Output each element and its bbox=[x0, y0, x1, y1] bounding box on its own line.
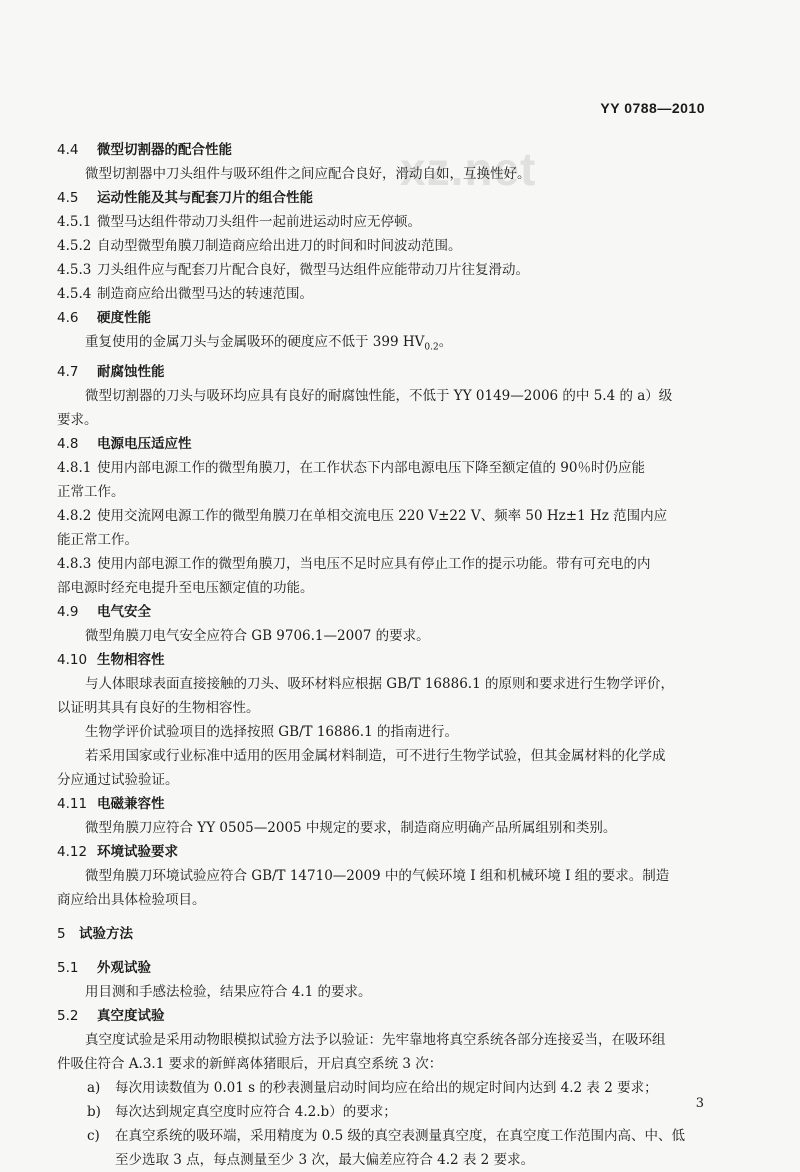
heading-4-12 bbox=[57, 840, 707, 864]
heading-5 bbox=[57, 922, 707, 946]
heading-4-9 bbox=[57, 600, 707, 624]
heading-5-2 bbox=[57, 1004, 707, 1028]
section-title: 试验方法 bbox=[79, 925, 133, 942]
section-title: 电磁兼容性 bbox=[97, 795, 165, 812]
section-title: 环境试验要求 bbox=[97, 843, 178, 860]
clause-continued: 部电源时经充电提升至电压额定值的功能。 bbox=[57, 579, 314, 596]
clause-4-5-1 bbox=[57, 210, 707, 234]
section-number: 4.11 bbox=[57, 795, 88, 812]
page-number: 3 bbox=[695, 1096, 704, 1111]
paragraph: 微型角膜刀电气安全应符合 GB 9706.1—2007 的要求。 bbox=[85, 627, 430, 644]
clause-number: 4.5.2 bbox=[57, 238, 92, 254]
section-number: 5.2 bbox=[57, 1007, 79, 1024]
clause-text: 刀头组件应与配套刀片配合良好，微型马达组件应能带动刀片往复滑动。 bbox=[97, 262, 529, 278]
section-title: 耐腐蚀性能 bbox=[97, 363, 165, 380]
list-item bbox=[87, 1124, 707, 1148]
clause-number: 4.5.3 bbox=[57, 262, 92, 278]
list-item bbox=[87, 1100, 707, 1124]
heading-4-6 bbox=[57, 306, 707, 330]
watermark: xz.net bbox=[400, 143, 537, 195]
section-number: 4.6 bbox=[57, 310, 79, 326]
paragraph: 用目测和手感法检验，结果应符合 4.1 的要求。 bbox=[85, 983, 372, 1000]
section-title: 生物相容性 bbox=[97, 651, 165, 668]
section-number: 4.8 bbox=[57, 435, 79, 452]
paragraph: 微型角膜刀环境试验应符合 GB/T 14710—2009 中的气候环境 Ⅰ 组和机械环境 Ⅰ 组的要求。制造 bbox=[85, 867, 670, 884]
section-number: 4.5 bbox=[57, 190, 79, 206]
clause-number: 4.8.3 bbox=[57, 555, 92, 572]
paragraph-continued: 要求。 bbox=[57, 411, 98, 428]
clause-4-8-2 bbox=[57, 504, 707, 528]
paragraph: 与人体眼球表面直接接触的刀头、吸环材料应根据 GB/T 16886.1 的原则和要求进行生物学评价， bbox=[85, 675, 674, 692]
section-title: 真空度试验 bbox=[97, 1007, 165, 1024]
paragraph: 微型切割器的刀头与吸环均应具有良好的耐腐蚀性能，不低于 YY 0149—2006 的中 5.4 的 a）级 bbox=[85, 387, 673, 404]
paragraph: 生物学评价试验项目的选择按照 GB/T 16886.1 的指南进行。 bbox=[85, 723, 458, 740]
heading-4-8 bbox=[57, 432, 707, 456]
paragraph-continued: 件吸住符合 A.3.1 要求的新鲜离体猪眼后，开启真空系统 3 次： bbox=[57, 1055, 443, 1072]
paragraph-continued: 分应通过试验验证。 bbox=[57, 771, 179, 788]
heading-4-7 bbox=[57, 360, 707, 384]
list-item-continued: 至少选取 3 点，每点测量至少 3 次，最大偏差应符合 4.2 表 2 要求。 bbox=[115, 1151, 535, 1168]
clause-text: 使用内部电源工作的微型角膜刀，当电压不足时应具有停止工作的提示功能。带有可充电的内 bbox=[97, 555, 651, 572]
heading-4-10 bbox=[57, 648, 707, 672]
clause-number: 4.8.2 bbox=[57, 507, 92, 524]
list-label: a) bbox=[87, 1079, 101, 1096]
section-number: 5.1 bbox=[57, 959, 79, 976]
paragraph-continued: 商应给出具体检验项目。 bbox=[57, 891, 206, 908]
heading-4-4 bbox=[57, 138, 707, 162]
clause-text: 使用交流网电源工作的微型角膜刀在单相交流电压 220 V±22 V、频率 50 Hz±1 Hz 范围内应 bbox=[97, 507, 668, 524]
clause-text: 微型马达组件带动刀头组件一起前进运动时应无停顿。 bbox=[97, 214, 421, 230]
section-title: 微型切割器的配合性能 bbox=[97, 142, 232, 158]
clause-text: 制造商应给出微型马达的转速范围。 bbox=[97, 286, 313, 302]
section-title: 运动性能及其与配套刀片的组合性能 bbox=[97, 190, 313, 206]
list-label: b) bbox=[87, 1103, 101, 1120]
list-text: 每次用读数值为 0.01 s 的秒表测量启动时间均应在给出的规定时间内达到 4.2 表 2 要求； bbox=[115, 1079, 658, 1096]
clause-4-8-1 bbox=[57, 456, 707, 480]
section-title: 硬度性能 bbox=[97, 310, 151, 326]
section-number: 4.7 bbox=[57, 363, 79, 380]
list-item bbox=[87, 1076, 707, 1100]
heading-4-11 bbox=[57, 792, 707, 816]
clause-4-5-2 bbox=[57, 234, 707, 258]
document-body bbox=[57, 138, 707, 1172]
test-steps-list bbox=[57, 1076, 707, 1172]
paragraph: 微型角膜刀应符合 YY 0505—2005 中规定的要求，制造商应明确产品所属组别和类别。 bbox=[85, 819, 617, 836]
paragraph: 微型切割器中刀头组件与吸环组件之间应配合良好，滑动自如，互换性好。 bbox=[85, 166, 531, 182]
section-number: 4.4 bbox=[57, 142, 79, 158]
clause-number: 4.5.4 bbox=[57, 286, 92, 302]
clause-number: 4.5.1 bbox=[57, 214, 92, 230]
section-title: 电气安全 bbox=[97, 603, 151, 620]
paragraph bbox=[57, 330, 707, 360]
list-text: 每次达到规定真空度时应符合 4.2.b）的要求； bbox=[115, 1103, 397, 1120]
heading-5-1 bbox=[57, 956, 707, 980]
clause-continued: 能正常工作。 bbox=[57, 531, 138, 548]
subscript: 0.2 bbox=[424, 342, 439, 353]
paragraph-continued: 以证明其具有良好的生物相容性。 bbox=[57, 699, 260, 716]
paragraph: 若采用国家或行业标准中适用的医用金属材料制造，可不进行生物学试验，但其金属材料的化学成 bbox=[85, 747, 666, 764]
standard-id: YY 0788—2010 bbox=[600, 100, 705, 116]
clause-number: 4.8.1 bbox=[57, 459, 92, 476]
clause-text: 使用内部电源工作的微型角膜刀，在工作状态下内部电源电压下降至额定值的 90％时仍应能 bbox=[97, 459, 645, 476]
list-text: 在真空系统的吸环端，采用精度为 0.5 级的真空表测量真空度，在真空度工作范围内高、中、低 bbox=[115, 1127, 686, 1144]
paragraph: 真空度试验是采用动物眼模拟试验方法予以验证：先牢靠地将真空系统各部分连接妥当，在吸环组 bbox=[85, 1031, 666, 1048]
paragraph-text: 重复使用的金属刀头与金属吸环的硬度应不低于 399 HV bbox=[85, 334, 425, 350]
clause-continued: 正常工作。 bbox=[57, 483, 125, 500]
section-number: 4.10 bbox=[57, 651, 88, 668]
list-label: c) bbox=[87, 1127, 100, 1144]
paragraph-end: 。 bbox=[438, 334, 453, 350]
clause-text: 自动型微型角膜刀制造商应给出进刀的时间和时间波动范围。 bbox=[97, 238, 462, 254]
clause-4-5-4 bbox=[57, 282, 707, 306]
section-title: 外观试验 bbox=[97, 959, 151, 976]
heading-4-5 bbox=[57, 186, 707, 210]
section-number: 5 bbox=[57, 925, 66, 942]
clause-4-8-3 bbox=[57, 552, 707, 576]
clause-4-5-3 bbox=[57, 258, 707, 282]
section-title: 电源电压适应性 bbox=[97, 435, 192, 452]
section-number: 4.12 bbox=[57, 843, 88, 860]
section-number: 4.9 bbox=[57, 603, 79, 620]
